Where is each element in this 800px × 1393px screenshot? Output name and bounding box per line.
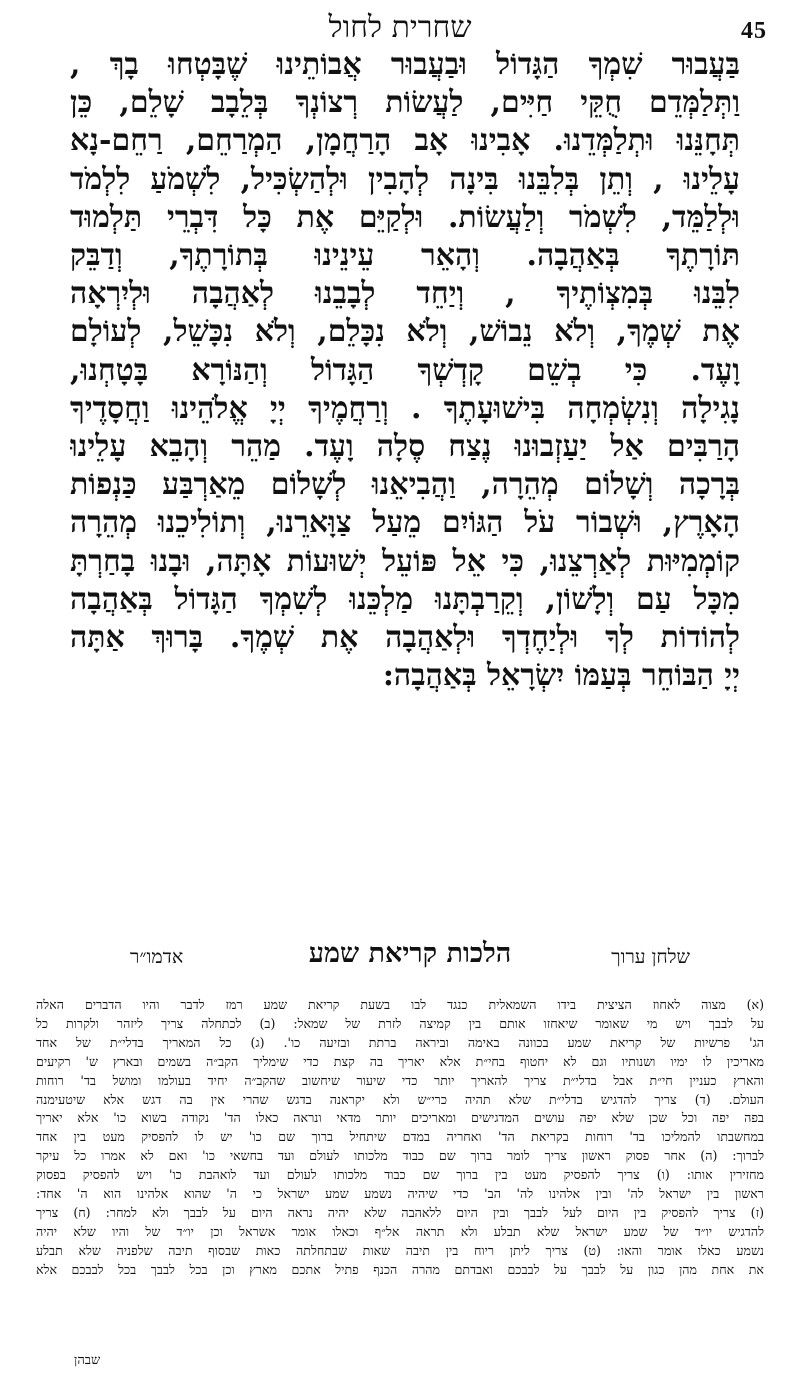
commentary-line: (ז) צריך להפסיק בין היום לעל לבבך ובין היום ללאהבה שלא יהיה נראה היום על לבבך ולא למחר: (ח) צריך xyxy=(36,1204,764,1220)
prayer-line: אֶת שְׁמֶךָ, וְלֹא נֵבוֹשׁ, וְלֹא נִכָּלֵם, וְלֹא נִכָּשֵׁל, לְעוֹלָם xyxy=(70,314,740,350)
section-header-author: אדמו״ר xyxy=(130,946,184,968)
commentary-line: מחזירין אותו: (ו) צריך להפסיק מעט בין ברוך שם כבוד מלכותו לעולם ועד לואהבת כו' ויש להפסיק בפסוק xyxy=(36,1167,764,1183)
prayer-line: הָרַבִּים אַל יַעַזְבוּנוּ נֶצַח סֶלָה וָעֶד. מַהֵר וְהָבֵא עָלֵינוּ xyxy=(70,429,740,465)
commentary-text xyxy=(36,996,764,1280)
prayer-line: הָאָרֶץ, וּשְׁבוֹר עֹל הַגּוֹיִם מֵעַל צַוָּארֵנוּ, וְתוֹלִיכֵנוּ מְהֵרָה xyxy=(70,505,740,541)
commentary-line: את אחת מהן כגון על לבבך על לבבכם ואבדתם מהרה הכנף פתיל אתכם מארץ וכן בכל לבבך בכל לבבכם אלא xyxy=(36,1261,764,1277)
commentary-line: נשמע כאלו אומר והאו: (ט) צריך ליתן ריוח בין תיבה שאות שבתחלתה כאות שבסוף תיבה שלפניה שלא תבלע xyxy=(36,1242,764,1258)
commentary-line: (א) מצוה לאחוז הציצית בידו השמאלית כנגד לבו בשעת קריאת שמע רמז לדבר והיו הדברים האלה xyxy=(36,997,764,1012)
commentary-line: והארץ כעניין חי״ת אבל בדלי״ת צריך להאריך יותר כדי שיעור שיחשוב שהקב״ה יחיד בעולמו ומושל בד' רוחות xyxy=(36,1072,764,1088)
main-prayer-text xyxy=(70,46,740,695)
commentary-line: על לבבך ויש מי שאומר שיאחזו אותם בין קמיצה לזרת של שמאל: (ב) לכתחלה צריך ליזהר ולקרות כל xyxy=(36,1015,764,1031)
commentary-line: העולם. (ד) צריך להדגיש בדלי״ת שלא תהיה כרי״ש ולא יקראנה בדגש שהרי אין בה דגש אלא שיטעימנה xyxy=(36,1091,764,1107)
commentary-line: מאריכין לו ימיו ושנותיו וגם לא יחטוף בחי״ת אלא יאריך בה קצת כדי שימליך הקב״ה בשמים ובארץ ש' רקיעים xyxy=(36,1053,764,1069)
prayer-line: לְהוֹדוֹת לְךָ וּלְיַחֶדְךָ וּלְאַהֲבָה אֶת שְׁמֶךָ. בָּרוּךְ אַתָּה xyxy=(70,620,740,656)
prayer-line: בַּעֲבוּר שִׁמְךָ הַגָּדוֹל וּבַעֲבוּר אֲבוֹתֵינוּ שֶׁבָּטְחוּ בָךְ , xyxy=(70,47,740,82)
prayer-line-closing: יְיָ הַבּוֹחֵר בְּעַמּוֹ יִשְׂרָאֵל בְּאַהֲבָה: xyxy=(382,658,740,694)
prayer-line: לִבֵּנוּ בְּמִצְוֹתֶיךָ , וְיַחֵד לְבָבֵנוּ לְאַהֲבָה וּלְיִרְאָה xyxy=(70,276,740,312)
section-header-work-title: שלחן ערוך xyxy=(611,946,690,968)
section-header xyxy=(130,938,690,978)
prayer-line: בְּרָכָה וְשָׁלוֹם מְהֵרָה, וַהֲבִיאֵנוּ לְשָׁלוֹם מֵאַרְבַּע כַּנְפוֹת xyxy=(70,467,740,503)
prayer-line: נָגִילָה וְנִשְׂמְחָה בִּישׁוּעָתֶךָ . וְרַחֲמֶיךָ יְיָ אֱלֹהֵינוּ וַחֲסָדֶיךָ xyxy=(70,390,740,426)
prayer-line: וּלְלַמֵּד, לִשְׁמֹר וְלַעֲשׂוֹת. וּלְקַיֵּם אֶת כָּל דִּבְרֵי תַּלְמוּד xyxy=(70,199,740,235)
catchword: שבהן xyxy=(74,1353,101,1368)
running-header-title: שחרית לחול xyxy=(328,10,472,45)
commentary-line: במחשבתו להמליכו בד' רוחות בקריאת הד' ואחריה במדם שיתחיל ברוך שם כו' יש לו להפסיק מעט בין אחד xyxy=(36,1129,764,1145)
section-header-title: הלכות קריאת שמע xyxy=(308,938,512,969)
commentary-line: ראשון בין ישראל לה' ובין אלהינו לה' הב' כדי שיהיה נשמע שמע ישראל כי ה' שהוא אלהינו הוא ה' אחד: xyxy=(36,1186,764,1202)
prayer-line: עָלֵינוּ , וְתֵן בְּלִבֵּנוּ בִּינָה לְהָבִין וּלְהַשְׂכִּיל, לִשְׁמֹעַ לִלְמֹד xyxy=(70,161,740,197)
page-number: 45 xyxy=(741,18,767,44)
prayer-line: וָעֶד. כִּי בְשֵׁם קָדְשְׁךָ הַגָּדוֹל וְהַנּוֹרָא בָּטָחְנוּ, xyxy=(70,352,740,388)
prayer-line: מִכָּל עַם וְלָשׁוֹן, וְקֵרַבְתָּנוּ מַלְכֵּנוּ לְשִׁמְךָ הַגָּדוֹל בְּאַהֲבָה xyxy=(70,581,740,617)
commentary-line: לברוך: (ה) אחר פסוק ראשון צריך לומר ברוך שם כבוד מלכותו לעולם ועד בחשאי כו' ואם לא אמרו כל עיקר xyxy=(36,1148,764,1164)
prayer-line: קוֹמְמִיּוּת לְאַרְצֵנוּ, כִּי אֵל פּוֹעֵל יְשׁוּעוֹת אָתָּה, וּבָנוּ בָחַרְתָּ xyxy=(70,543,740,579)
commentary-line: להדגיש יו״ד של שמע ישראל שלא תבלע ולא תראה אל״ף וכאלו אומר אשראל וכן יו״ד של והיו שלא יהיה xyxy=(36,1223,764,1239)
prayer-line: וַתְּלַמְּדֵם חֻקֵּי חַיִּים, לַעֲשׂוֹת רְצוֹנְךָ בְּלֵבָב שָׁלֵם, כֵּן xyxy=(70,85,740,121)
prayer-line: תּוֹרָתֶךָ בְּאַהֲבָה. וְהָאֵר עֵינֵינוּ בְּתוֹרָתֶךָ, וְדַבֵּק xyxy=(70,238,740,274)
commentary-line: בפה יפה וכל שכן שלא יפה עושים המדגישים ומאריכים יותר מדאי ונראה כאלו הד' נקודה בשוא כו' אלא יאריך xyxy=(36,1110,764,1126)
prayer-line: תְּחָנֵּנוּ וּתְלַמְּדֵנוּ. אָבִינוּ אָב הָרַחֲמָן, הַמְרַחֵם, רַחֵם-נָא xyxy=(70,123,740,159)
commentary-line: הג' פרשיות של קריאת שמע בכוונה באימה וביראה ברתת ובזיעה כו'. (ג) כל המאריך בדלי״ת של אחד xyxy=(36,1034,764,1050)
